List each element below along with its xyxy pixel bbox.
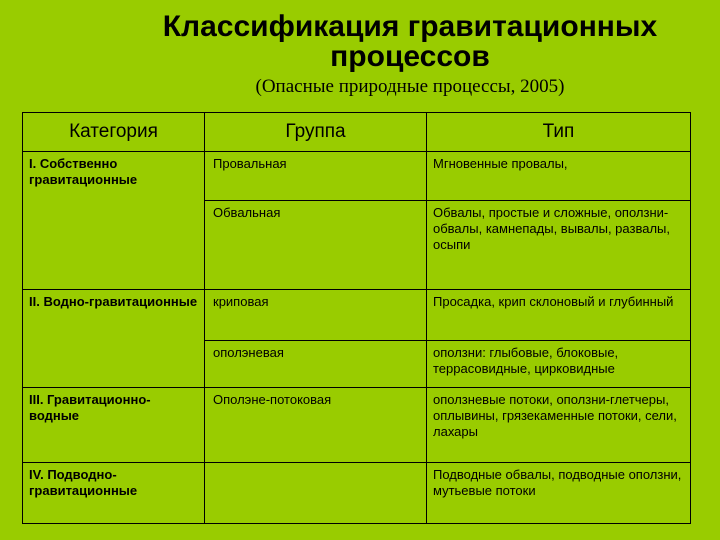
page-subtitle: (Опасные природные процессы, 2005) [255, 76, 565, 97]
category-cell: II. Водно-гравитационные [23, 290, 205, 341]
table-row [23, 341, 691, 388]
group-cell: ополэневая [205, 341, 427, 388]
type-cell: Обвалы, простые и сложные, оползни-обвалы, камнепады, вывалы, развалы, осыпи [427, 201, 691, 290]
group-cell: Провальная [205, 152, 427, 201]
header-group: Группа [205, 113, 427, 152]
type-cell: Подводные обвалы, подводные оползни, мутьевые потоки [427, 463, 691, 524]
table-row [23, 290, 691, 341]
group-cell: криповая [205, 290, 427, 341]
classification-table [22, 112, 691, 524]
table-row [23, 463, 691, 524]
page-title: Классификация гравитационных процессов [162, 10, 658, 73]
table-row [23, 152, 691, 201]
group-cell: Обвальная [205, 201, 427, 290]
category-cell: III. Гравитационно-водные [23, 388, 205, 463]
table-row [23, 201, 691, 290]
header-category: Категория [23, 113, 205, 152]
type-cell: оползневые потоки, оползни-глетчеры, оплывины, грязекаменные потоки, сели, лахары [427, 388, 691, 463]
category-cell: I. Собственно гравитационные [23, 152, 205, 201]
group-cell: Ополэне-потоковая [205, 388, 427, 463]
table-row [23, 388, 691, 463]
type-cell: оползни: глыбовые, блоковые, террасовидные, цирковидные [427, 341, 691, 388]
header-type: Тип [427, 113, 691, 152]
category-cell: IV. Подводно-гравитационные [23, 463, 205, 524]
category-cell-empty [23, 201, 205, 290]
type-cell: Мгновенные провалы, [427, 152, 691, 201]
type-cell: Просадка, крип склоновый и глубинный [427, 290, 691, 341]
category-cell-empty [23, 341, 205, 388]
table-header-row [23, 113, 691, 152]
group-cell [205, 463, 427, 524]
